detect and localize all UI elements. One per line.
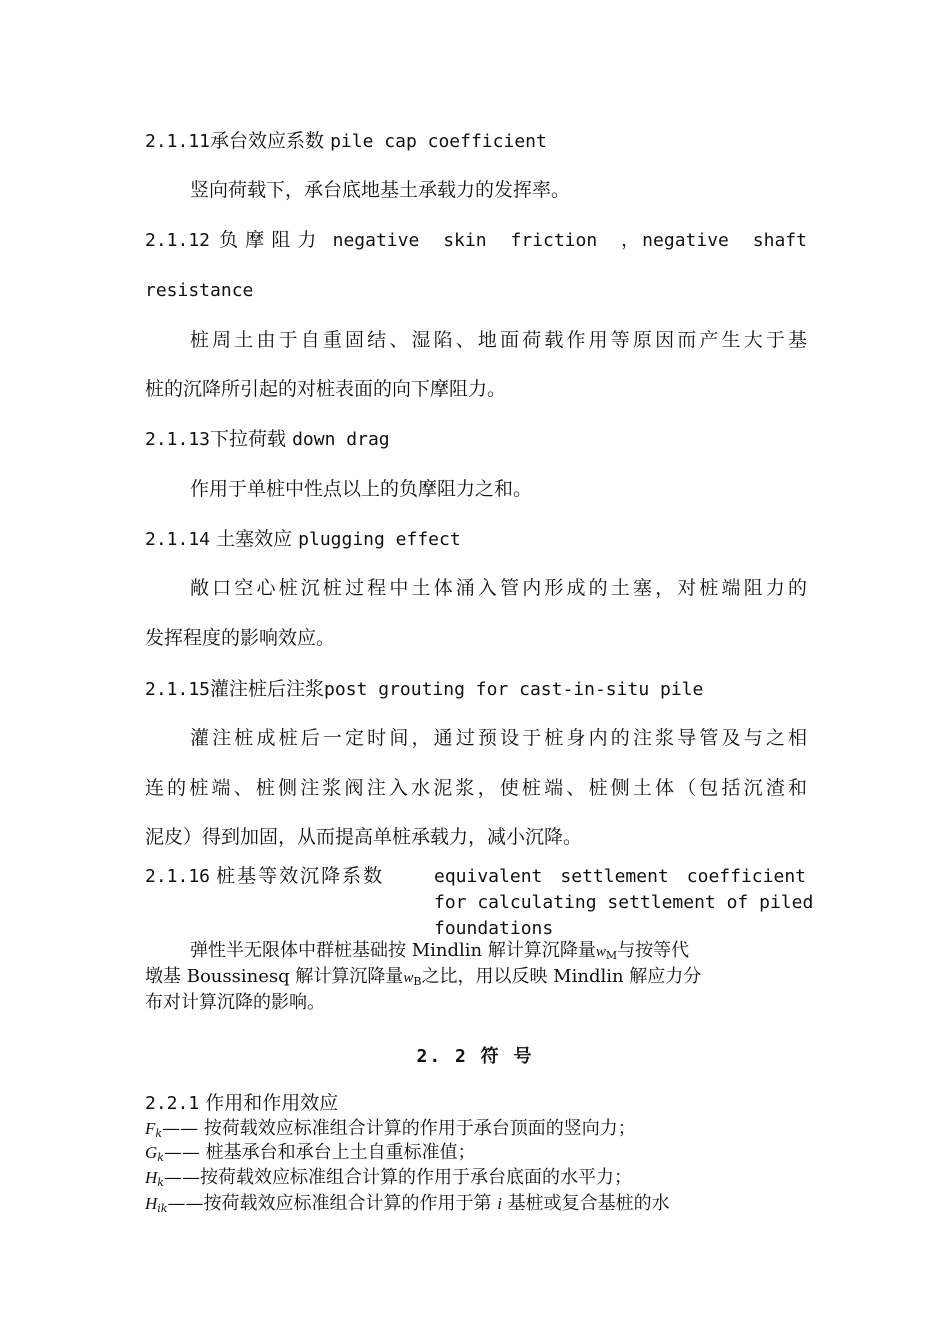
symbol-description: 按荷载效应标准组合计算的作用于第 <box>203 1193 498 1214</box>
symbol-row: $H_{ik}——$按荷载效应标准组合计算的作用于第 i 基桩或复合基桩的水 <box>145 1193 670 1215</box>
term-title-en: plugging effect <box>298 529 461 550</box>
symbol-subscript: k <box>155 1127 163 1140</box>
term-2-1-16-title-en <box>434 864 814 942</box>
subsection-heading <box>145 1091 338 1116</box>
term-title-en-continued: resistance <box>145 280 254 301</box>
term-title-zh: 负摩阻力 <box>219 229 324 251</box>
term-title-zh: 承台效应系数 <box>210 130 325 152</box>
term-2-1-15-definition-line1: 灌注桩成桩后一定时间，通过预设于桩身内的注浆导管及与之相 <box>190 727 807 749</box>
symbol-row: $F_k——$ 按荷载效应标准组合计算的作用于承台顶面的竖向力； <box>145 1118 636 1140</box>
term-title-en-line: equivalent settlement coefficient <box>434 866 806 887</box>
section-title: 2. 2 符 号 <box>416 1046 534 1067</box>
term-number: 2.1.13 <box>145 429 211 450</box>
term-title-zh: 土塞效应 <box>216 528 293 550</box>
term-2-1-12-definition-line2: 桩的沉降所引起的对桩表面的向下摩阻力。 <box>145 378 507 400</box>
term-title-en: post grouting for cast-in-situ pile <box>324 679 704 700</box>
term-title-zh: 灌注桩后注浆 <box>210 678 325 700</box>
term-number: 2.1.15 <box>145 679 211 700</box>
term-title-en-line: for calculating settlement of piled <box>434 892 814 913</box>
index-variable: i <box>497 1194 502 1213</box>
term-title-en: negative skin friction ，negative shaft <box>332 230 807 251</box>
term-2-1-15-heading <box>145 677 703 702</box>
symbol-row: $G_k——$ 桩基承台和承台上土自重标准值； <box>145 1142 476 1164</box>
term-2-1-11-heading <box>145 129 547 154</box>
symbol-subscript: k <box>157 1176 164 1189</box>
term-2-1-16-definition-line2: 墩基 Boussinesq 解计算沉降量wB之比，用以反映 Mindlin 解应力分 <box>145 966 702 988</box>
term-title-en: pile cap coefficient <box>330 131 547 152</box>
term-number: 2.1.12 <box>145 230 211 251</box>
term-number: 2.1.14 <box>145 529 211 550</box>
term-title-en: down drag <box>292 429 390 450</box>
symbol: H <box>145 1194 158 1213</box>
symbol: F <box>145 1119 156 1138</box>
term-number: 2.1.11 <box>145 131 211 152</box>
term-2-1-14-definition-line2: 发挥程度的影响效应。 <box>145 627 336 649</box>
term-2-1-16-definition-line1: 弹性半无限体中群桩基础按 Mindlin 解计算沉降量wM与按等代 <box>190 940 690 962</box>
symbol-subscript: k <box>157 1151 164 1164</box>
symbol: G <box>145 1143 158 1162</box>
term-title-en-line: foundations <box>434 918 554 939</box>
symbol-description: 按荷载效应标准组合计算的作用于承台底面的水平力； <box>199 1167 632 1188</box>
symbol-description: 桩基承台和承台上土自重标准值； <box>199 1142 476 1163</box>
symbol-subscript: ik <box>157 1202 168 1215</box>
term-2-1-11-definition: 竖向荷载下，承台底地基土承载力的发挥率。 <box>190 179 571 201</box>
term-2-1-13-heading <box>145 427 390 452</box>
symbol-row: $H_k——$按荷载效应标准组合计算的作用于承台底面的水平力； <box>145 1167 632 1189</box>
term-2-1-15-definition-line2: 连的桩端、桩侧注浆阀注入水泥浆，使桩端、桩侧土体（包括沉渣和 <box>145 777 807 799</box>
term-2-1-13-definition: 作用于单桩中性点以上的负摩阻力之和。 <box>190 478 533 500</box>
term-number: 2.1.16 <box>145 866 211 887</box>
term-2-1-16-definition-line3: 布对计算沉降的影响。 <box>145 992 325 1013</box>
subsection-title: 作用和作用效应 <box>205 1092 339 1114</box>
term-title-zh: 下拉荷载 <box>210 428 287 450</box>
symbol-description: 按荷载效应标准组合计算的作用于承台顶面的竖向力； <box>198 1118 636 1139</box>
term-title-zh: 桩基等效沉降系数 <box>216 865 385 887</box>
term-2-1-14-heading <box>145 527 461 552</box>
term-2-1-12-definition-line1: 桩周土由于自重固结、湿陷、地面荷载作用等原因而产生大于基 <box>190 329 807 351</box>
subsection-number: 2.2.1 <box>145 1093 200 1114</box>
symbol: H <box>145 1168 158 1187</box>
term-2-1-16-heading <box>145 864 384 889</box>
term-2-1-12-heading <box>145 228 807 253</box>
term-2-1-14-definition-line1: 敞口空心桩沉桩过程中土体涌入管内形成的土塞，对桩端阻力的 <box>190 577 807 599</box>
term-2-1-15-definition-line3: 泥皮）得到加固，从而提高单桩承载力，减小沉降。 <box>145 826 583 848</box>
